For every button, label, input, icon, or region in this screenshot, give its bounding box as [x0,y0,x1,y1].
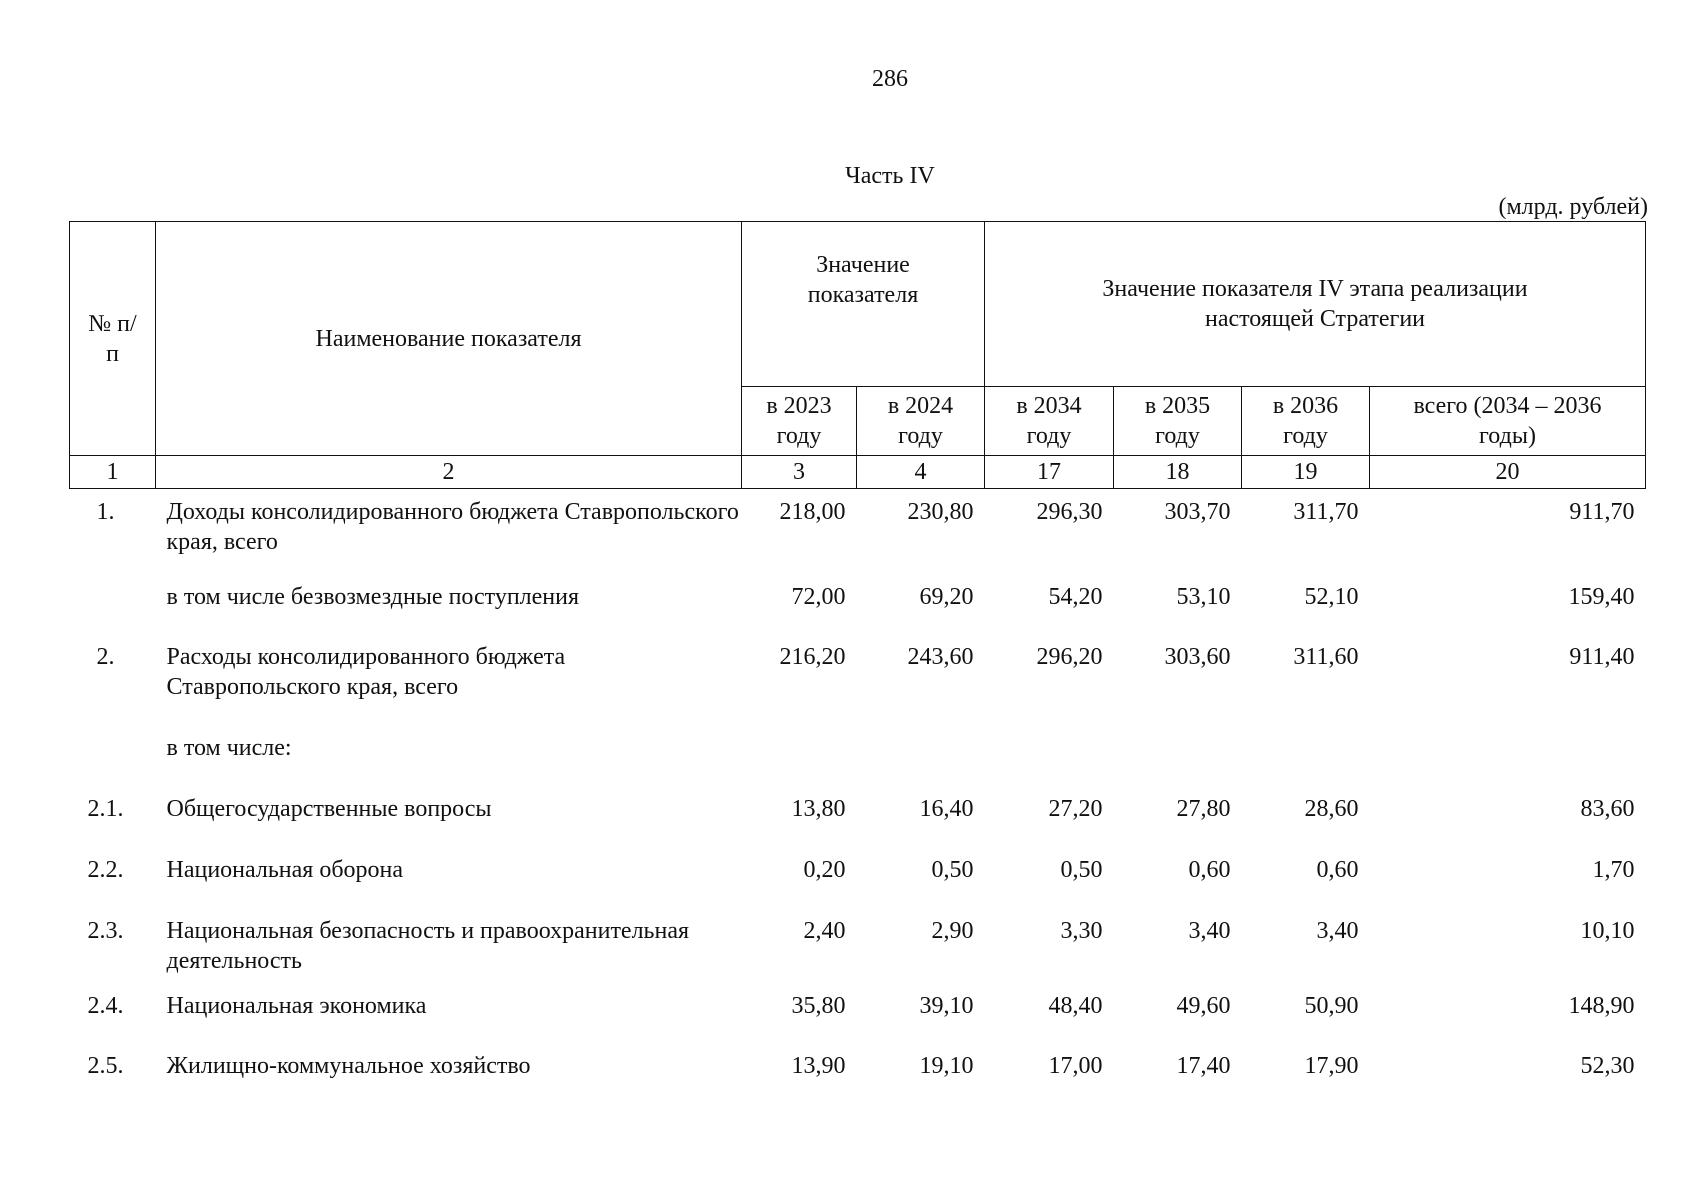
value-2023: 13,90 [791,1053,846,1079]
header-y2036: в 2036 году [1242,387,1370,456]
table-row [70,853,1646,914]
value-2035 [1114,731,1242,792]
value-2035: 0,60 [1188,857,1231,883]
page-number: 286 [872,66,908,92]
row-number: 1. [96,499,115,525]
value-2024: 19,10 [919,1053,974,1079]
row-name: Общегосударственные вопросы [166,796,492,822]
row-number [70,580,156,640]
table-row [70,489,1646,581]
row-name: Жилищно-коммунальное хозяйство [166,1053,531,1079]
value-2034: 27,20 [1048,796,1103,822]
value-2034: 48,40 [1048,993,1103,1019]
value-2023: 218,00 [779,499,846,525]
table-body [70,489,1646,1092]
value-2034: 17,00 [1048,1053,1103,1079]
value-2036: 311,70 [1293,499,1359,525]
row-number: 2.4. [87,993,124,1019]
value-2024: 230,80 [907,499,974,525]
value-total: 159,40 [1568,584,1635,610]
table-row [70,989,1646,1049]
value-2036: 311,60 [1293,644,1359,670]
value-total: 911,70 [1569,499,1635,525]
table-row [70,640,1646,731]
colnum-18: 18 [1114,456,1242,489]
row-name: Национальная оборона [166,857,404,883]
row-number: 2.1. [87,796,124,822]
indicator-table [69,221,1646,1091]
value-2034: 0,50 [1060,857,1103,883]
header-value-group: Значение показателя [742,222,985,387]
header-stage-group: Значение показателя IV этапа реализации настоящей Стратегии [985,222,1646,387]
value-2023 [742,731,857,792]
value-2034: 296,30 [1036,499,1103,525]
value-2036: 28,60 [1304,796,1359,822]
value-2034: 296,20 [1036,644,1103,670]
value-total [1370,731,1646,792]
header-y2024: в 2024 году [857,387,985,456]
value-2024: 69,20 [919,584,974,610]
row-name: Расходы консолидированного бюджета Ставропольского края, всего [166,644,566,700]
value-total: 52,30 [1580,1053,1635,1079]
value-2036 [1242,731,1370,792]
value-2023: 35,80 [791,993,846,1019]
table-row [70,580,1646,640]
value-2035: 17,40 [1176,1053,1231,1079]
value-total: 1,70 [1592,857,1635,883]
row-name: в том числе безвозмездные поступления [166,584,580,610]
row-number: 2. [96,644,115,670]
value-2036: 0,60 [1316,857,1359,883]
row-number [70,731,156,792]
value-2035: 3,40 [1188,918,1231,944]
value-2024 [857,731,985,792]
value-2035: 53,10 [1176,584,1231,610]
value-2036: 3,40 [1316,918,1359,944]
value-2034: 3,30 [1060,918,1103,944]
part-title: Часть IV [845,163,935,189]
colnum-3: 3 [742,456,857,489]
value-2024: 16,40 [919,796,974,822]
row-number: 2.2. [87,857,124,883]
table-row [70,1049,1646,1091]
colnum-17: 17 [985,456,1114,489]
value-2035: 27,80 [1176,796,1231,822]
value-2024: 2,90 [931,918,974,944]
colnum-19: 19 [1242,456,1370,489]
value-2023: 2,40 [803,918,846,944]
header-y2034: в 2034 году [985,387,1114,456]
value-2024: 243,60 [907,644,974,670]
value-2024: 39,10 [919,993,974,1019]
value-2034 [985,731,1114,792]
header-y2035: в 2035 году [1114,387,1242,456]
units-label: (млрд. рублей) [1498,194,1648,220]
table-header [70,222,1646,489]
row-number: 2.3. [87,918,124,944]
table-row [70,914,1646,989]
value-2036: 17,90 [1304,1053,1359,1079]
colnum-1: 1 [70,456,156,489]
value-2034: 54,20 [1048,584,1103,610]
row-name: Национальная безопасность и правоохранительная деятельность [166,918,690,974]
colnum-20: 20 [1370,456,1646,489]
table-row [70,731,1646,792]
header-num: № п/п [70,222,156,456]
value-2036: 52,10 [1304,584,1359,610]
value-2023: 13,80 [791,796,846,822]
row-number: 2.5. [87,1053,124,1079]
header-total: всего (2034 – 2036 годы) [1370,387,1646,456]
row-name: Доходы консолидированного бюджета Ставропольского края, всего [166,499,739,555]
value-2035: 303,70 [1164,499,1231,525]
value-total: 911,40 [1569,644,1635,670]
colnum-4: 4 [857,456,985,489]
header-name: Наименование показателя [156,222,742,456]
value-2035: 49,60 [1176,993,1231,1019]
value-2036: 50,90 [1304,993,1359,1019]
row-name: в том числе: [166,735,292,761]
value-total: 148,90 [1568,993,1635,1019]
colnum-2: 2 [156,456,742,489]
table-row [70,792,1646,853]
header-y2023: в 2023 году [742,387,857,456]
value-2024: 0,50 [931,857,974,883]
value-total: 83,60 [1580,796,1635,822]
value-2023: 72,00 [791,584,846,610]
value-2023: 216,20 [779,644,846,670]
value-2023: 0,20 [803,857,846,883]
row-name: Национальная экономика [166,993,427,1019]
value-total: 10,10 [1580,918,1635,944]
value-2035: 303,60 [1164,644,1231,670]
